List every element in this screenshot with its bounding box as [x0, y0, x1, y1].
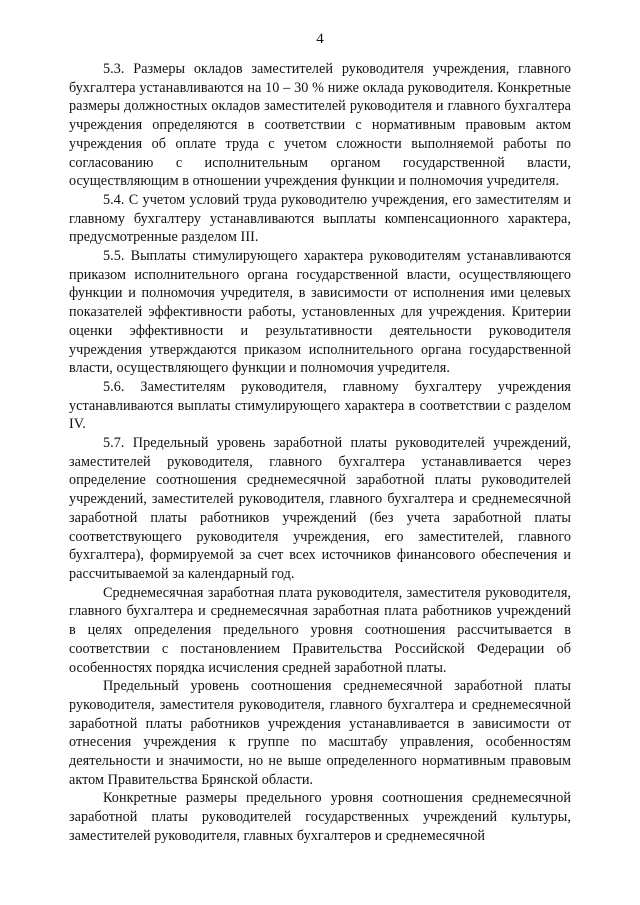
paragraph-5-6: 5.6. Заместителям руководителя, главному бухгалтеру учреждения устанавливаются выплаты стимулирующего характера в соответствии с разделом IV.: [69, 378, 571, 433]
paragraph-specific-sizes: Конкретные размеры предельного уровня соотношения среднемесячной заработной платы руководителей государственных учреждений культуры, заместителей руководителя, главных бухгалтеров и среднемесячной: [69, 790, 571, 844]
paragraph-average-salary: Среднемесячная заработная плата руководителя, заместителя руководителя, главного бухгалтера и среднемесячная заработная плата работников учреждений в целях определения предельного уровня соотношения рассчитывается в соответствии с постановлением Правительства Российской Федерации об особенностях порядка исчисления средней заработной платы.: [69, 584, 571, 676]
paragraph-5-3: 5.3. Размеры окладов заместителей руководителя учреждения, главного бухгалтера устанавливаются на 10 – 30 % ниже оклада руководителя. Конкретные размеры должностных окладов заместителей руководителя и главного бухгалтера учреждения определяются в соответствии с нормативным правовым актом учреждения об оплате труда с учетом сложности выполняемой работы по согласованию с исполнительным органом государственной власти, осуществляющим в отношении учреждения функции и полномочия учредителя.: [69, 61, 571, 190]
page-number: 4: [316, 31, 324, 47]
paragraph-5-4: 5.4. С учетом условий труда руководителю учреждения, его заместителям и главному бухгалтеру устанавливаются выплаты компенсационного характера, предусмотренные разделом III.: [69, 191, 571, 246]
paragraph-ratio-limit: Предельный уровень соотношения среднемесячной заработной платы руководителя, заместителя руководителя, главного бухгалтера и среднемесячной заработной платы работников учреждения устанавливается в зависимости от отнесения учреждения к группе по масштабу управления, особенностям деятельности и значимости, но не выше определенного нормативным правовым актом Правительства Брянской области.: [69, 678, 571, 788]
paragraph-5-7: 5.7. Предельный уровень заработной платы руководителей учреждений, заместителей руководителя, главного бухгалтера устанавливается через определение соотношения среднемесячной заработной платы руководителей учреждений, заместителей руководителя, главного бухгалтера и среднемесячной заработной платы работников учреждений (без учета заработной платы соответствующего руководителя учреждения, его заместителей, главного бухгалтера), формируемой за счет всех источников финансового обеспечения и рассчитываемой за календарный год.: [69, 435, 571, 582]
paragraph-5-5: 5.5. Выплаты стимулирующего характера руководителям устанавливаются приказом исполнительного органа государственной власти, осуществляющего функции и полномочия учредителя, в зависимости от исполнения ими целевых показателей эффективности работы, установленных для учреждения. Критерии оценки эффективности и результативности деятельности руководителя учреждения утверждаются приказом исполнительного органа государственной власти, осуществляющего функции и полномочия учредителя.: [69, 248, 571, 377]
